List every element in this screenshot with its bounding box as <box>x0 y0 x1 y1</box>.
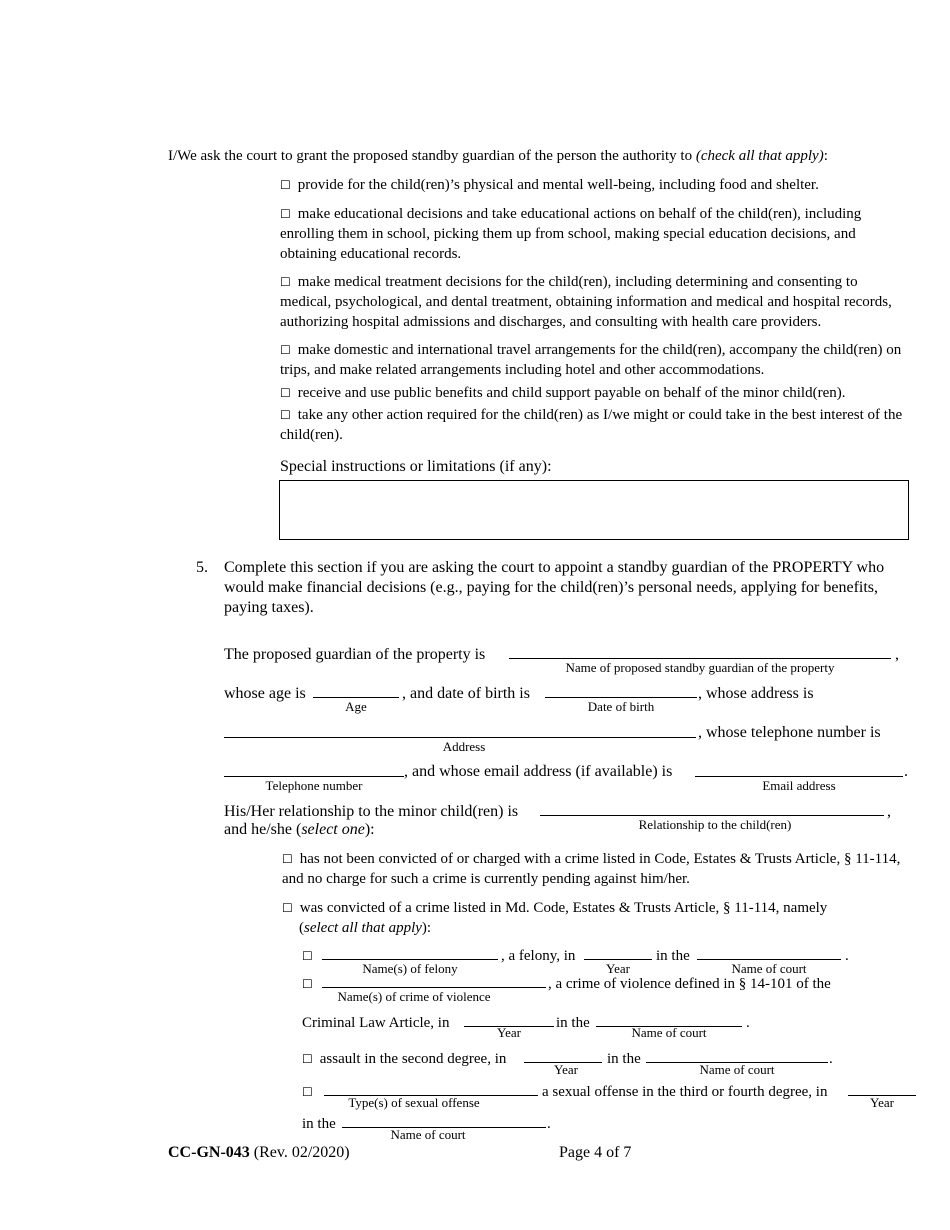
option-not-convicted <box>282 849 902 889</box>
option-was-convicted <box>282 898 827 918</box>
violence-name-caption: Name(s) of crime of violence <box>337 989 491 1004</box>
checkbox-icon[interactable]: ☐ <box>302 949 313 963</box>
checkbox-icon[interactable]: ☐ <box>280 408 291 422</box>
footer-page-number: Page 4 of 7 <box>559 1144 632 1161</box>
checkbox-icon[interactable]: ☐ <box>280 343 291 357</box>
intro-main: I/We ask the court to grant the proposed standby guardian of the person the authority to <box>168 148 696 164</box>
violence-text3: in the <box>556 1015 590 1031</box>
special-instructions-label: Special instructions or limitations (if any): <box>280 458 552 475</box>
felony-year-caption: Year <box>606 961 630 976</box>
option-label: was convicted of a crime listed in Md. Code, Estates & Trusts Article, § 11-114, namely <box>299 900 828 916</box>
option-label: make domestic and international travel arrangements for the child(ren), accompany the child(ren) on trips, and make related arrangements including hotel and other accommodations. <box>280 342 902 378</box>
felony-end: . <box>845 948 849 964</box>
violence-year-caption: Year <box>497 1025 521 1040</box>
checkbox-icon[interactable]: ☐ <box>302 1085 313 1099</box>
select-hint: select one <box>301 821 365 838</box>
relationship-caption: Relationship to the child(ren) <box>638 817 792 832</box>
violence-checkbox[interactable] <box>302 974 316 994</box>
select-suffix: ): <box>364 821 375 838</box>
option-label: has not been convicted of or charged with a crime listed in Code, Estates & Trusts Article, § 11-114, and no charge for such a crime is currently pending against him/her. <box>282 851 901 887</box>
dob-label: , and date of birth is <box>402 685 530 702</box>
violence-text1: , a crime of violence defined in § 14-101 of the <box>548 976 831 992</box>
email-label: , and whose email address (if available) is <box>404 763 673 780</box>
relationship-comma: , <box>887 803 891 820</box>
felony-court-caption: Name of court <box>731 961 807 976</box>
section5-text: Complete this section if you are asking the court to appoint a standby guardian of the PROPERTY who would make financial decisions (e.g., paying for the child(ren)’s personal needs, applying for benefits, paying taxes). <box>224 559 885 616</box>
intro-hint: (check all that apply) <box>695 148 824 164</box>
assault-end: . <box>829 1051 833 1067</box>
intro-colon: : <box>823 148 828 164</box>
checkbox-icon[interactable]: ☐ <box>280 275 291 289</box>
sexual-type-caption: Type(s) of sexual offense <box>348 1095 480 1110</box>
footer-form-id <box>168 1143 350 1163</box>
checkbox-icon[interactable]: ☐ <box>280 178 291 192</box>
option-label: receive and use public benefits and child support payable on behalf of the minor child(ren). <box>297 385 846 401</box>
sexual-court-caption: Name of court <box>390 1127 466 1142</box>
address-field[interactable] <box>224 737 696 738</box>
form-revision: (Rev. 02/2020) <box>249 1144 350 1161</box>
relationship-field[interactable] <box>540 815 884 816</box>
sexual-end: . <box>547 1116 551 1132</box>
select-one-line <box>224 820 375 840</box>
phone-field[interactable] <box>224 776 404 777</box>
option-label: provide for the child(ren)’s physical and mental well-being, including food and shelter. <box>297 177 819 193</box>
select-all-prefix: ( <box>299 920 304 936</box>
checkbox-icon[interactable]: ☐ <box>302 1052 313 1066</box>
checkbox-icon[interactable]: ☐ <box>280 386 291 400</box>
option-medical <box>280 272 910 332</box>
checkbox-icon[interactable]: ☐ <box>280 207 291 221</box>
sexual-year-caption: Year <box>870 1095 894 1110</box>
sexual-text2: in the <box>302 1116 336 1132</box>
age-field[interactable] <box>313 697 399 698</box>
email-caption: Email address <box>762 778 836 793</box>
assault-line <box>302 1049 506 1069</box>
select-all-hint: select all that apply <box>304 920 422 936</box>
select-all-line <box>299 918 431 938</box>
age-label: whose age is <box>224 685 306 702</box>
violence-name-field[interactable] <box>322 987 546 988</box>
guardian-comma: , <box>895 646 899 663</box>
felony-year-field[interactable] <box>584 959 652 960</box>
intro-text <box>168 146 828 166</box>
option-label: make educational decisions and take educational actions on behalf of the child(ren), including enrolling them in school, picking them up from school, making special education decisions, and obtaining educational records. <box>280 206 862 262</box>
checkbox-icon[interactable]: ☐ <box>282 852 293 866</box>
violence-court-caption: Name of court <box>631 1025 707 1040</box>
section5-number: 5. <box>196 559 208 576</box>
assault-text2: in the <box>607 1051 641 1067</box>
sexual-text1: a sexual offense in the third or fourth degree, in <box>542 1084 828 1100</box>
guardian-name-caption: Name of proposed standby guardian of the property <box>565 660 835 675</box>
assault-text1: assault in the second degree, in <box>319 1051 507 1067</box>
address-caption: Address <box>442 739 486 754</box>
violence-end: . <box>746 1015 750 1031</box>
option-public-benefits <box>280 383 910 403</box>
checkbox-icon[interactable]: ☐ <box>282 901 293 915</box>
felony-name-field[interactable] <box>322 959 498 960</box>
checkbox-icon[interactable]: ☐ <box>302 977 313 991</box>
dob-caption: Date of birth <box>587 699 655 714</box>
option-other-action <box>280 405 910 445</box>
guardian-label: The proposed guardian of the property is <box>224 646 486 663</box>
phone-caption: Telephone number <box>265 778 363 793</box>
option-educational <box>280 204 910 264</box>
select-prefix: and he/she ( <box>224 821 302 838</box>
phone-label: , whose telephone number is <box>698 724 881 741</box>
felony-checkbox[interactable] <box>302 946 316 966</box>
address-label: , whose address is <box>698 685 814 702</box>
felony-court-field[interactable] <box>697 959 841 960</box>
relationship-label: His/Her relationship to the minor child(ren) is <box>224 803 519 820</box>
email-field[interactable] <box>695 776 903 777</box>
felony-text2: in the <box>656 948 690 964</box>
age-caption: Age <box>345 699 367 714</box>
email-period: . <box>904 763 908 780</box>
option-physical-wellbeing <box>280 175 910 195</box>
option-label: make medical treatment decisions for the child(ren), including determining and consenting to medical, psychological, and dental treatment, obtaining information and medical and hospital records, authorizing hospital admissions and discharges, and consulting with health care providers. <box>280 274 892 330</box>
form-id: CC-GN-043 <box>168 1144 250 1161</box>
dob-field[interactable] <box>545 697 697 698</box>
felony-text1: , a felony, in <box>501 948 576 964</box>
option-travel <box>280 340 910 380</box>
guardian-name-field[interactable] <box>509 658 891 659</box>
assault-court-caption: Name of court <box>699 1062 775 1077</box>
sexual-checkbox[interactable] <box>302 1082 316 1102</box>
special-instructions-box[interactable] <box>279 480 909 540</box>
felony-name-caption: Name(s) of felony <box>362 961 458 976</box>
violence-text2: Criminal Law Article, in <box>302 1015 450 1031</box>
option-label: take any other action required for the child(ren) as I/we might or could take in the best interest of the child(ren). <box>280 407 903 443</box>
select-all-suffix: ): <box>421 920 432 936</box>
assault-year-caption: Year <box>554 1062 578 1077</box>
